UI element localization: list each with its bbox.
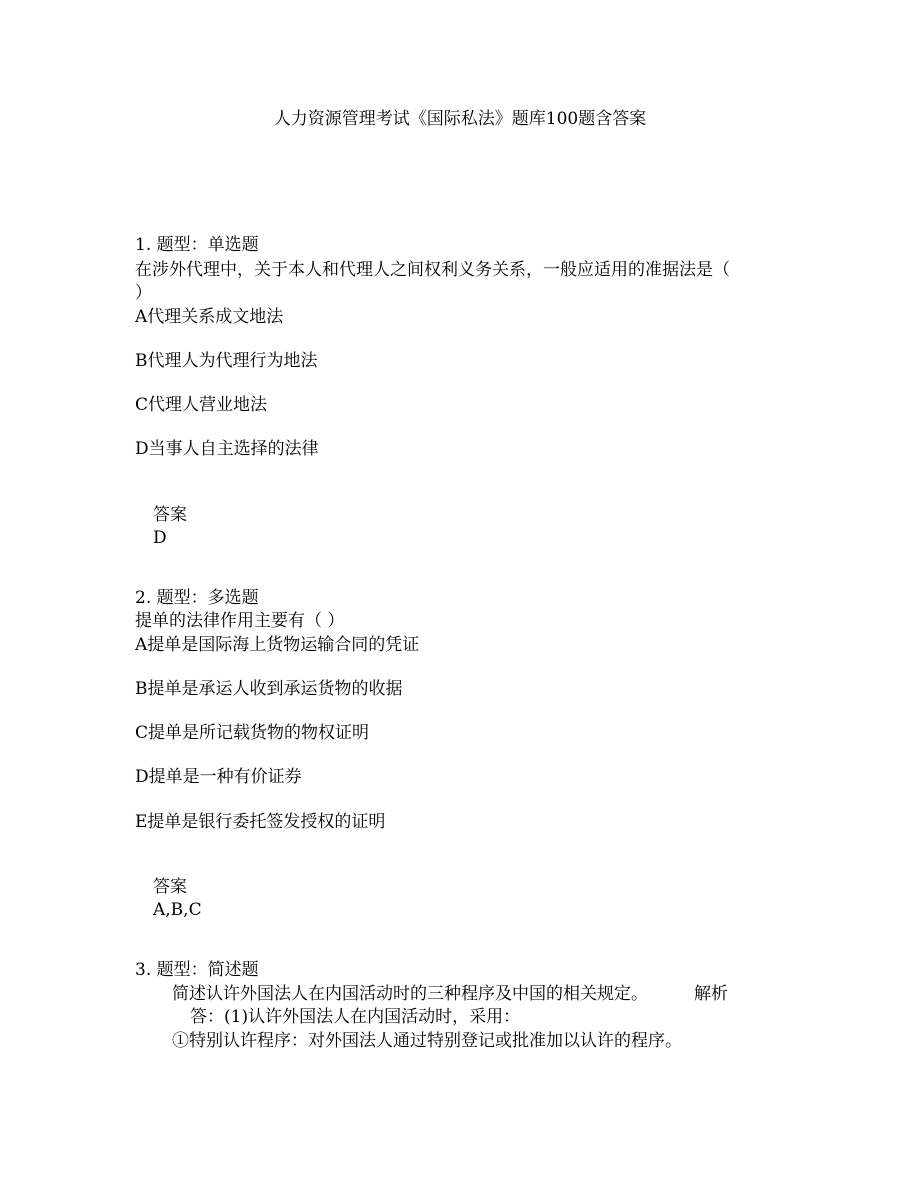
- question-1-stem: 在涉外代理中，关于本人和代理人之间权利义务关系，一般应适用的准据法是（: [135, 260, 730, 280]
- question-3-analysis-label: 解析: [694, 984, 728, 1004]
- question-3-header: 3. 题型：简述题: [135, 960, 259, 980]
- document-title: 人力资源管理考试《国际私法》题库100题含答案: [273, 109, 647, 129]
- question-1-answer-label: 答案: [153, 505, 187, 525]
- question-1-option-d: D当事人自主选择的法律: [135, 439, 319, 459]
- question-2-stem: 提单的法律作用主要有（ ）: [135, 611, 345, 631]
- question-3-answer-line-2: ①特别认许程序：对外国法人通过特别登记或批准加以认许的程序。: [172, 1031, 682, 1051]
- question-1-option-a: A代理关系成文地法: [135, 307, 284, 327]
- question-2-option-c: C提单是所记载货物的物权证明: [135, 723, 370, 743]
- question-1-option-c: C代理人营业地法: [135, 395, 268, 415]
- question-1-header: 1. 题型：单选题: [135, 235, 259, 255]
- question-2-header: 2. 题型：多选题: [135, 588, 259, 608]
- question-2-option-d: D提单是一种有价证券: [135, 767, 302, 787]
- question-1-option-b: B代理人为代理行为地法: [135, 351, 318, 371]
- question-1-answer: D: [153, 528, 167, 548]
- question-3-stem: 简述认许外国法人在内国活动时的三种程序及中国的相关规定。: [172, 984, 648, 1004]
- question-3-answer-line-1: 答：(1)认许外国法人在内国活动时，采用：: [190, 1007, 521, 1027]
- question-2-answer: A,B,C: [153, 900, 202, 920]
- question-2-answer-label: 答案: [153, 877, 187, 897]
- question-2-option-a: A提单是国际海上货物运输合同的凭证: [135, 635, 420, 655]
- question-2-option-b: B提单是承运人收到承运货物的收据: [135, 679, 403, 699]
- question-2-option-e: E提单是银行委托签发授权的证明: [135, 812, 386, 832]
- question-1-stem-cont: ）: [135, 283, 152, 303]
